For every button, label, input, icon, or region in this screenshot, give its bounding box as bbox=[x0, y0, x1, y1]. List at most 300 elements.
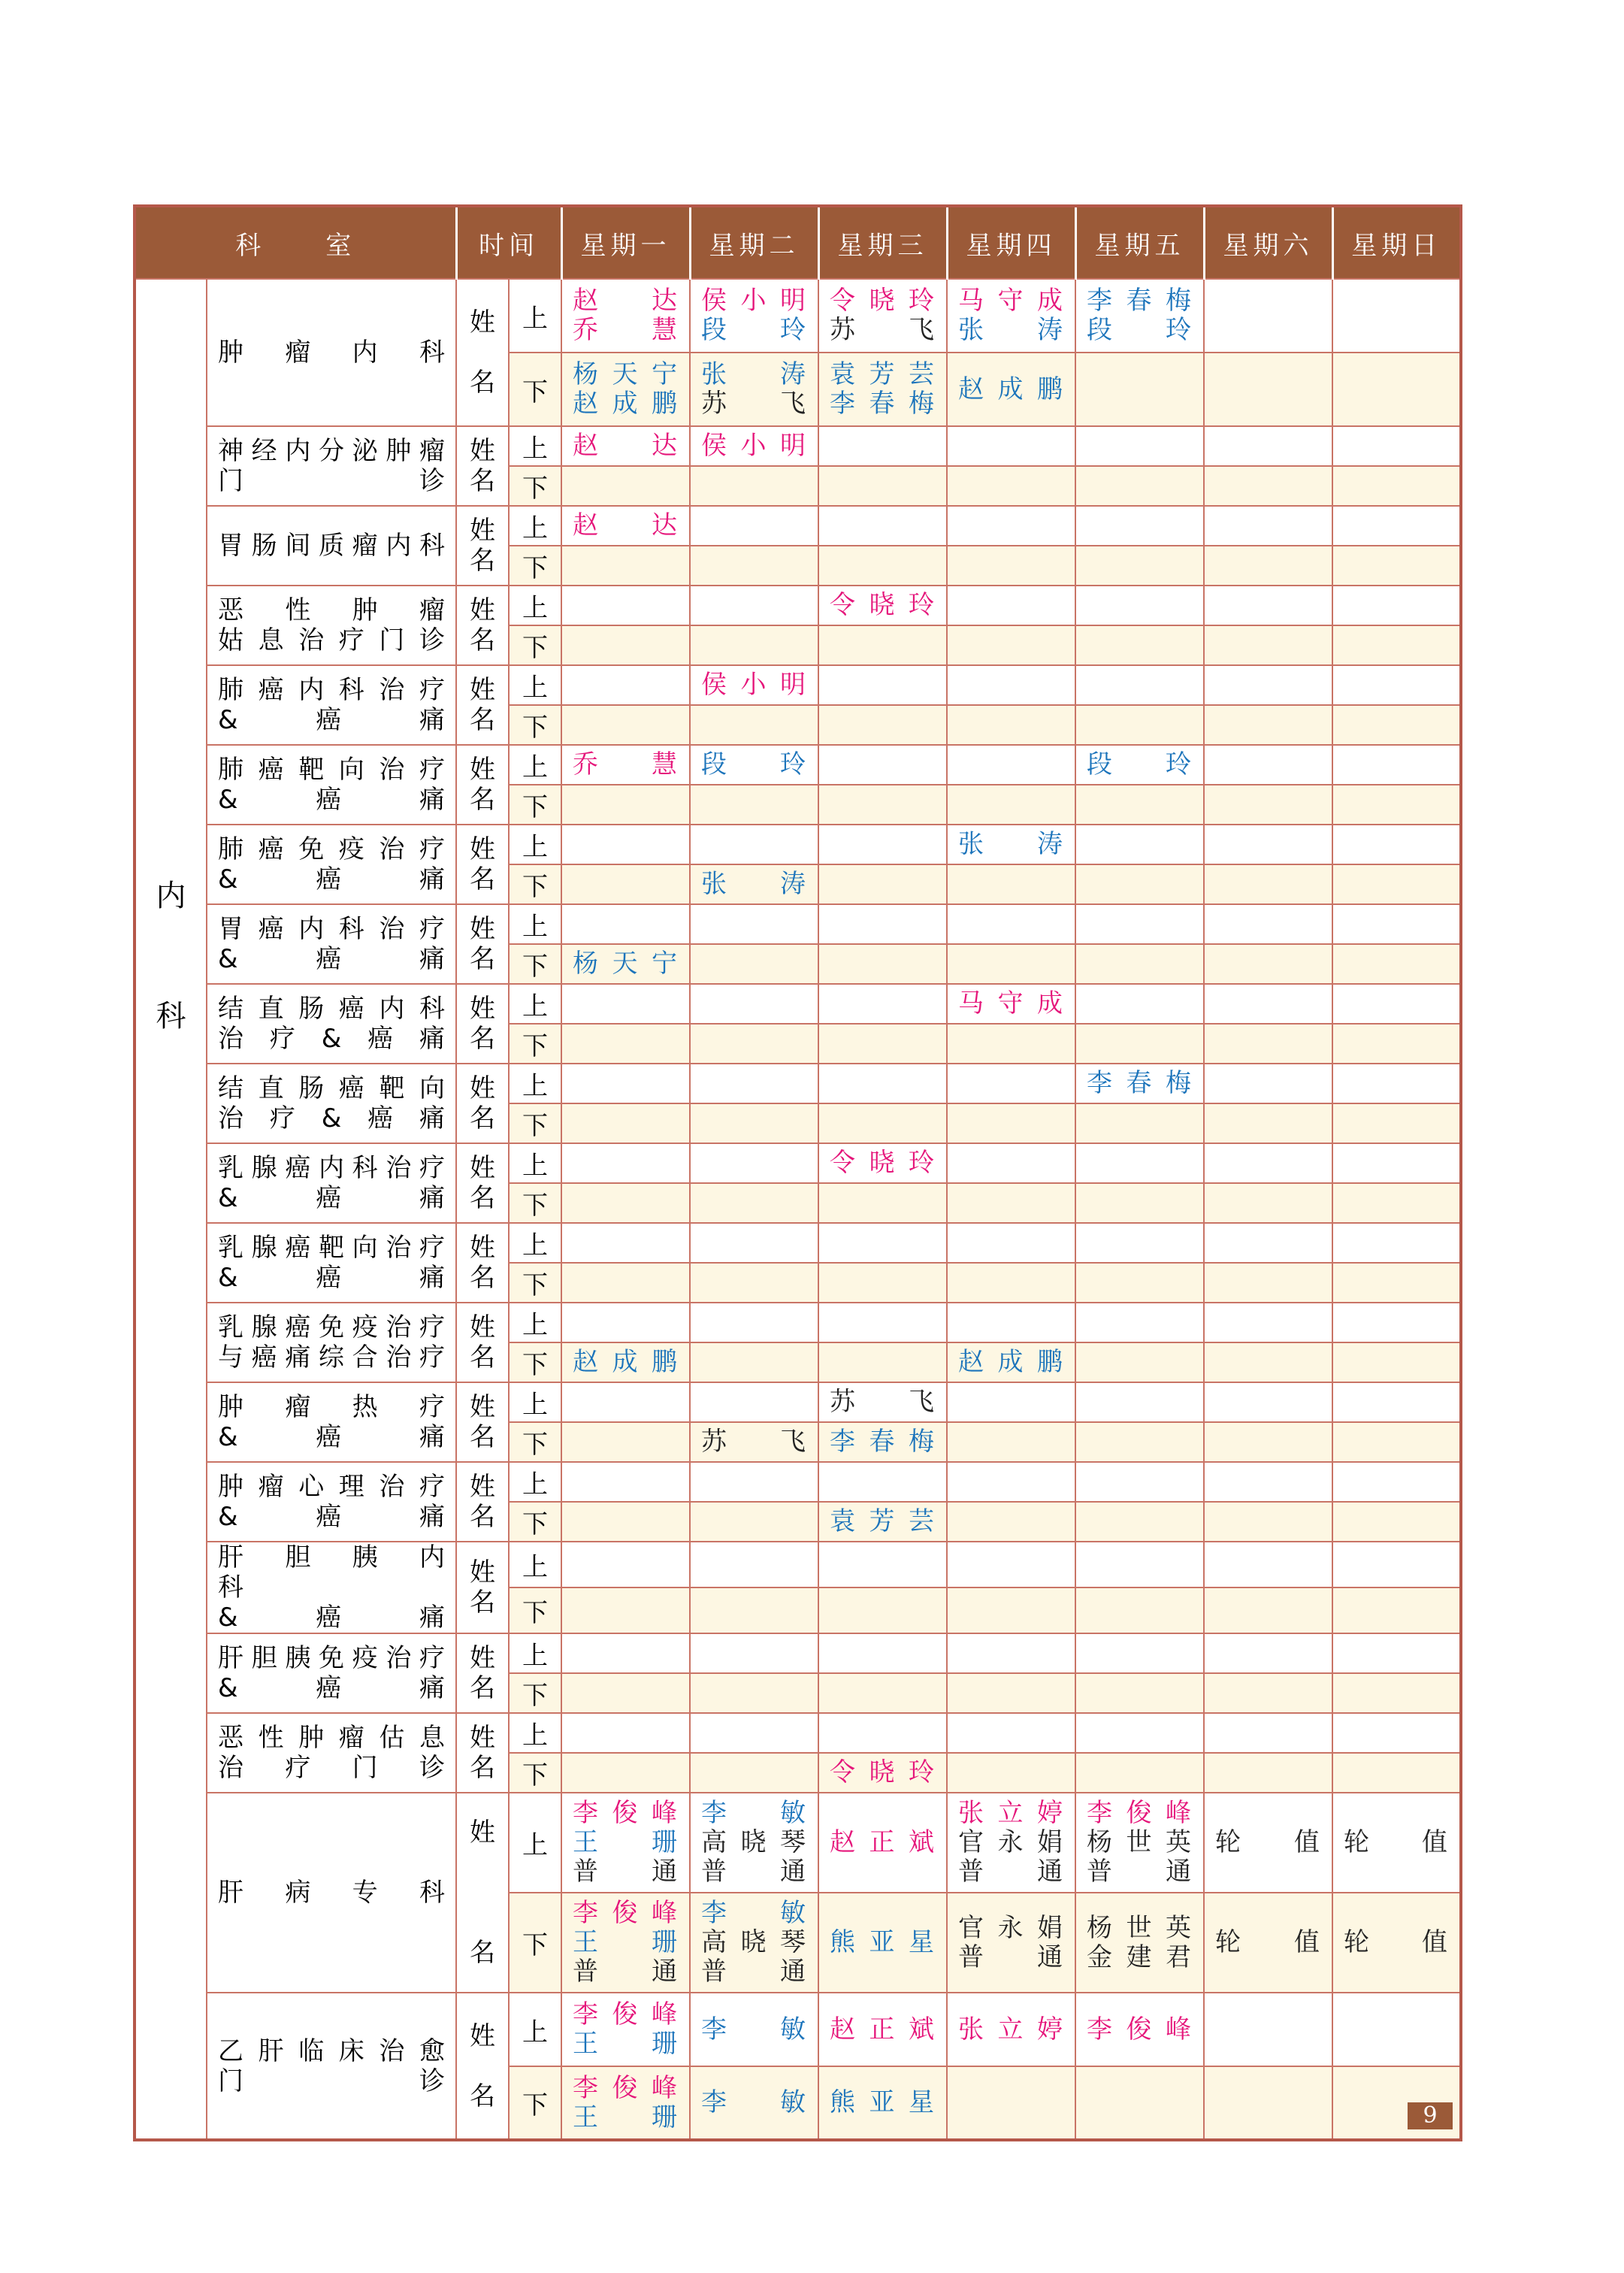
doctor-cell bbox=[818, 426, 947, 466]
doctor-cell bbox=[561, 1673, 690, 1713]
doctor-cell bbox=[947, 1342, 1075, 1382]
dept-name-line: 胃肠间质瘤内科 bbox=[218, 531, 445, 561]
doctor-cell bbox=[947, 1223, 1075, 1263]
schedule-row bbox=[135, 665, 1461, 705]
doctor-cell bbox=[561, 745, 690, 785]
doctor-cell bbox=[1332, 586, 1461, 625]
dept-name-line: 乳腺癌免疫治疗 bbox=[218, 1312, 445, 1342]
dept-name-line: 门 诊 bbox=[218, 466, 445, 496]
am-label: 上 bbox=[509, 586, 561, 625]
doctor-cell bbox=[561, 665, 690, 705]
doctor-cell bbox=[818, 2066, 947, 2140]
doctor-cell bbox=[561, 1223, 690, 1263]
doctor-cell bbox=[818, 1462, 947, 1502]
doctor-cell bbox=[1332, 1143, 1461, 1183]
doctor-cell bbox=[690, 1502, 818, 1542]
am-label: 上 bbox=[509, 1633, 561, 1673]
doctor-cell bbox=[1332, 426, 1461, 466]
am-label: 上 bbox=[509, 825, 561, 864]
doctor-cell bbox=[947, 825, 1075, 864]
doctor-cell bbox=[561, 353, 690, 426]
doctor-cell bbox=[1075, 1713, 1204, 1753]
doctor-cell bbox=[818, 466, 947, 506]
doctor-name: 赵正斌 bbox=[830, 2014, 936, 2044]
main-dept-cell bbox=[135, 279, 207, 2140]
doctor-cell bbox=[947, 1502, 1075, 1542]
doctor-cell bbox=[561, 904, 690, 944]
doctor-cell bbox=[1075, 466, 1204, 506]
name-label-cell bbox=[456, 1713, 509, 1793]
doctor-cell bbox=[1332, 1587, 1461, 1633]
doctor-cell bbox=[947, 984, 1075, 1024]
doctor-cell bbox=[1332, 625, 1461, 665]
doctor-name: 李春梅 bbox=[830, 389, 936, 419]
doctor-cell bbox=[690, 904, 818, 944]
doctor-cell bbox=[1204, 506, 1332, 546]
doctor-name: 李俊峰 bbox=[573, 1999, 679, 2029]
doctor-cell bbox=[1075, 1673, 1204, 1713]
doctor-cell bbox=[818, 1303, 947, 1342]
dept-name-line: 乳腺癌靶向治疗 bbox=[218, 1233, 445, 1263]
doctor-cell bbox=[1075, 1342, 1204, 1382]
doctor-cell bbox=[947, 1263, 1075, 1303]
doctor-cell bbox=[1332, 1633, 1461, 1673]
xing-label: 姓 bbox=[470, 1723, 495, 1753]
doctor-cell bbox=[1332, 785, 1461, 825]
doctor-cell bbox=[561, 1893, 690, 1993]
doctor-name: 令晓玲 bbox=[830, 590, 936, 620]
name-label-cell bbox=[456, 279, 509, 426]
dept-name-line: & 癌 痛 bbox=[218, 944, 445, 974]
doctor-cell bbox=[947, 1183, 1075, 1223]
doctor-cell bbox=[561, 625, 690, 665]
dept-name-cell bbox=[207, 1633, 456, 1713]
doctor-cell bbox=[1075, 1633, 1204, 1673]
doctor-cell bbox=[1075, 2066, 1204, 2140]
ming-label: 名 bbox=[470, 1502, 495, 1532]
doctor-cell bbox=[561, 1103, 690, 1143]
dept-name-line: 肿瘤心理治疗 bbox=[218, 1472, 445, 1502]
doctor-cell bbox=[818, 1223, 947, 1263]
doctor-name: 李俊峰 bbox=[1087, 2014, 1193, 2044]
doctor-cell bbox=[1075, 1753, 1204, 1793]
doctor-cell bbox=[1204, 1143, 1332, 1183]
doctor-cell bbox=[561, 944, 690, 984]
doctor-name: 王 珊 bbox=[573, 2102, 679, 2132]
doctor-cell bbox=[561, 1753, 690, 1793]
doctor-cell bbox=[818, 506, 947, 546]
schedule-row bbox=[135, 426, 1461, 466]
dept-name-cell bbox=[207, 506, 456, 586]
doctor-cell bbox=[947, 705, 1075, 745]
ming-label: 名 bbox=[470, 368, 495, 398]
doctor-name: 普 通 bbox=[958, 1857, 1064, 1887]
doctor-cell bbox=[947, 1382, 1075, 1422]
doctor-cell bbox=[1332, 279, 1461, 353]
doctor-cell bbox=[690, 1183, 818, 1223]
doctor-cell bbox=[1204, 1713, 1332, 1753]
ming-label: 名 bbox=[470, 1422, 495, 1452]
doctor-cell bbox=[690, 1893, 818, 1993]
doctor-cell bbox=[818, 1024, 947, 1064]
doctor-cell bbox=[690, 279, 818, 353]
am-label: 上 bbox=[509, 904, 561, 944]
dept-name-cell bbox=[207, 825, 456, 904]
doctor-cell bbox=[947, 625, 1075, 665]
doctor-name: 轮 值 bbox=[1215, 1827, 1321, 1857]
doctor-cell bbox=[818, 625, 947, 665]
schedule-row bbox=[135, 1993, 1461, 2066]
doctor-cell bbox=[818, 1263, 947, 1303]
doctor-cell bbox=[1075, 1263, 1204, 1303]
doctor-cell bbox=[690, 506, 818, 546]
doctor-cell bbox=[947, 586, 1075, 625]
doctor-cell bbox=[947, 1673, 1075, 1713]
doctor-cell bbox=[690, 1633, 818, 1673]
doctor-cell bbox=[818, 1793, 947, 1893]
name-label-cell bbox=[456, 1462, 509, 1542]
pm-label: 下 bbox=[509, 1587, 561, 1633]
pm-label: 下 bbox=[509, 864, 561, 904]
doctor-name: 赵 达 bbox=[573, 510, 679, 540]
doctor-cell bbox=[1332, 1223, 1461, 1263]
dept-name-cell bbox=[207, 1542, 470, 1633]
doctor-cell bbox=[947, 546, 1075, 586]
doctor-cell bbox=[1075, 1502, 1204, 1542]
doctor-cell bbox=[561, 705, 690, 745]
ming-label: 名 bbox=[470, 944, 495, 974]
dept-name-line: & 癌 痛 bbox=[218, 864, 445, 894]
xing-label: 姓 bbox=[470, 914, 495, 944]
doctor-cell bbox=[947, 1893, 1075, 1993]
doctor-cell bbox=[1075, 625, 1204, 665]
dept-name-line: 治疗&癌痛 bbox=[218, 1024, 445, 1054]
main-dept-char: 内 bbox=[156, 879, 186, 913]
doctor-name: 侯小明 bbox=[701, 670, 807, 700]
doctor-cell bbox=[1075, 1587, 1204, 1633]
doctor-cell bbox=[561, 1993, 690, 2066]
doctor-cell bbox=[1075, 1793, 1204, 1893]
doctor-cell bbox=[818, 944, 947, 984]
doctor-name: 令晓玲 bbox=[830, 1148, 936, 1178]
doctor-cell bbox=[1075, 825, 1204, 864]
doctor-cell bbox=[561, 1024, 690, 1064]
schedule-row bbox=[135, 745, 1461, 785]
ming-label: 名 bbox=[470, 1753, 495, 1783]
doctor-name: 乔 慧 bbox=[573, 315, 679, 345]
doctor-cell bbox=[1075, 353, 1204, 426]
doctor-cell bbox=[818, 864, 947, 904]
am-label: 上 bbox=[509, 1542, 561, 1587]
pm-label: 下 bbox=[509, 1422, 561, 1462]
doctor-cell bbox=[947, 1303, 1075, 1342]
xing-label: 姓 bbox=[470, 1472, 495, 1502]
doctor-name: 马守成 bbox=[958, 286, 1064, 316]
pm-label: 下 bbox=[509, 1024, 561, 1064]
dept-name-line: 肺癌免疫治疗 bbox=[218, 834, 445, 864]
doctor-cell bbox=[690, 466, 818, 506]
doctor-name: 轮 值 bbox=[1344, 1927, 1449, 1957]
schedule-row bbox=[135, 506, 1461, 546]
doctor-cell bbox=[690, 625, 818, 665]
xing-label: 姓 bbox=[470, 1392, 495, 1422]
doctor-cell bbox=[1204, 1064, 1332, 1103]
doctor-cell bbox=[1204, 745, 1332, 785]
doctor-cell bbox=[690, 586, 818, 625]
doctor-cell bbox=[690, 426, 818, 466]
doctor-cell bbox=[1332, 1064, 1461, 1103]
doctor-cell bbox=[1332, 1793, 1461, 1893]
dept-name-line: 肿 瘤 内 科 bbox=[218, 337, 445, 368]
doctor-cell bbox=[947, 1542, 1075, 1587]
doctor-cell bbox=[818, 1342, 947, 1382]
doctor-cell bbox=[1204, 1303, 1332, 1342]
doctor-cell bbox=[1204, 1024, 1332, 1064]
doctor-name: 李 敏 bbox=[701, 1798, 807, 1828]
xing-label: 姓 bbox=[470, 1312, 495, 1342]
doctor-cell bbox=[1204, 1382, 1332, 1422]
doctor-name: 普 通 bbox=[1087, 1857, 1193, 1887]
schedule-row bbox=[135, 1382, 1461, 1422]
ming-label: 名 bbox=[470, 1103, 495, 1133]
schedule-row bbox=[135, 984, 1461, 1024]
doctor-cell bbox=[947, 1753, 1075, 1793]
name-label-cell bbox=[456, 1064, 509, 1143]
doctor-cell bbox=[1204, 1673, 1332, 1713]
doctor-cell bbox=[1204, 426, 1332, 466]
doctor-cell bbox=[1075, 1893, 1204, 1993]
main-dept-char: 科 bbox=[156, 999, 186, 1034]
header-day: 星期一 bbox=[561, 206, 690, 279]
doctor-cell bbox=[561, 825, 690, 864]
doctor-cell bbox=[1075, 1303, 1204, 1342]
am-label: 上 bbox=[509, 665, 561, 705]
doctor-cell bbox=[947, 944, 1075, 984]
doctor-cell bbox=[561, 785, 690, 825]
doctor-cell bbox=[561, 466, 690, 506]
pm-label: 下 bbox=[509, 1342, 561, 1382]
schedule-row bbox=[135, 1064, 1461, 1103]
schedule-row bbox=[135, 825, 1461, 864]
doctor-name: 杨世英 bbox=[1087, 1827, 1193, 1857]
doctor-cell bbox=[1075, 1183, 1204, 1223]
doctor-cell bbox=[1075, 1993, 1204, 2066]
dept-name-line: 肝胆胰免疫治疗 bbox=[218, 1643, 445, 1673]
doctor-cell bbox=[1204, 1993, 1332, 2066]
doctor-cell bbox=[1332, 1673, 1461, 1713]
doctor-cell bbox=[1332, 1103, 1461, 1143]
doctor-name: 张 涛 bbox=[958, 315, 1064, 345]
dept-name-line: & 癌 痛 bbox=[218, 1603, 445, 1633]
dept-name-line: & 癌 痛 bbox=[218, 1263, 445, 1293]
doctor-cell bbox=[1204, 1753, 1332, 1793]
doctor-name: 王 珊 bbox=[573, 2029, 679, 2059]
doctor-cell bbox=[1332, 904, 1461, 944]
ming-label: 名 bbox=[470, 1263, 495, 1293]
doctor-cell bbox=[818, 279, 947, 353]
doctor-name: 轮 值 bbox=[1215, 1927, 1321, 1957]
doctor-cell bbox=[1204, 353, 1332, 426]
name-label-cell bbox=[456, 904, 509, 984]
doctor-name: 赵 达 bbox=[573, 286, 679, 316]
header-row bbox=[135, 206, 1461, 279]
doctor-name: 普 通 bbox=[701, 1857, 807, 1887]
doctor-cell bbox=[947, 506, 1075, 546]
doctor-name: 乔 慧 bbox=[573, 749, 679, 779]
doctor-cell bbox=[818, 1587, 947, 1633]
doctor-cell bbox=[690, 1303, 818, 1342]
doctor-cell bbox=[1075, 426, 1204, 466]
doctor-cell bbox=[690, 1263, 818, 1303]
schedule-row bbox=[135, 1223, 1461, 1263]
am-label: 上 bbox=[509, 426, 561, 466]
doctor-cell bbox=[1075, 705, 1204, 745]
doctor-cell bbox=[1332, 665, 1461, 705]
ming-label: 名 bbox=[470, 705, 495, 735]
dept-name-cell bbox=[207, 1143, 456, 1223]
doctor-cell bbox=[818, 1542, 947, 1587]
dept-name-line: 肺癌内科治疗 bbox=[218, 675, 445, 705]
doctor-cell bbox=[1204, 1103, 1332, 1143]
doctor-cell bbox=[947, 745, 1075, 785]
doctor-cell bbox=[561, 1342, 690, 1382]
doctor-name: 赵成鹏 bbox=[958, 1347, 1064, 1377]
doctor-cell bbox=[690, 1223, 818, 1263]
doctor-cell bbox=[818, 1753, 947, 1793]
doctor-cell bbox=[690, 1382, 818, 1422]
doctor-name: 张 涛 bbox=[701, 359, 807, 389]
doctor-cell bbox=[818, 546, 947, 586]
doctor-cell bbox=[561, 279, 690, 353]
doctor-cell bbox=[1332, 944, 1461, 984]
doctor-name: 苏 飞 bbox=[701, 1427, 807, 1457]
doctor-cell bbox=[1332, 984, 1461, 1024]
doctor-name: 张 涛 bbox=[958, 829, 1064, 859]
doctor-cell bbox=[947, 864, 1075, 904]
doctor-cell bbox=[561, 1183, 690, 1223]
doctor-cell bbox=[1075, 785, 1204, 825]
doctor-cell bbox=[690, 1713, 818, 1753]
pm-label: 下 bbox=[509, 625, 561, 665]
dept-name-line: 结直肠癌内科 bbox=[218, 994, 445, 1024]
doctor-cell bbox=[690, 944, 818, 984]
dept-name-line: & 癌 痛 bbox=[218, 705, 445, 735]
name-label-cell bbox=[456, 1303, 509, 1382]
schedule-row bbox=[135, 1713, 1461, 1753]
doctor-cell bbox=[947, 1103, 1075, 1143]
doctor-name: 李俊峰 bbox=[573, 1898, 679, 1928]
pm-label: 下 bbox=[509, 1673, 561, 1713]
doctor-cell bbox=[1204, 944, 1332, 984]
doctor-cell bbox=[690, 864, 818, 904]
dept-name-line: 姑息治疗门诊 bbox=[218, 625, 445, 655]
ming-label: 名 bbox=[470, 2081, 495, 2111]
xing-label: 姓 bbox=[470, 994, 495, 1024]
doctor-name: 王 珊 bbox=[573, 1927, 679, 1957]
name-label-cell bbox=[456, 1223, 509, 1303]
xing-label: 姓 bbox=[470, 436, 495, 466]
doctor-name: 张立婷 bbox=[958, 2014, 1064, 2044]
doctor-cell bbox=[1332, 546, 1461, 586]
doctor-cell bbox=[690, 1993, 818, 2066]
doctor-cell bbox=[561, 1713, 690, 1753]
doctor-cell bbox=[947, 279, 1075, 353]
doctor-cell bbox=[818, 904, 947, 944]
header-dept: 科 室 bbox=[135, 206, 456, 279]
pm-label: 下 bbox=[509, 1502, 561, 1542]
doctor-cell bbox=[1075, 944, 1204, 984]
dept-name-line: 肝 胆 胰 内 科 bbox=[218, 1542, 470, 1603]
am-label: 上 bbox=[509, 984, 561, 1024]
doctor-cell bbox=[1204, 1893, 1332, 1993]
doctor-cell bbox=[947, 2066, 1075, 2140]
doctor-cell bbox=[690, 984, 818, 1024]
am-label: 上 bbox=[509, 1223, 561, 1263]
doctor-cell bbox=[1075, 1143, 1204, 1183]
doctor-cell bbox=[1075, 1542, 1204, 1587]
pm-label: 下 bbox=[509, 785, 561, 825]
am-label: 上 bbox=[509, 1143, 561, 1183]
doctor-cell bbox=[561, 984, 690, 1024]
doctor-name: 苏 飞 bbox=[830, 1387, 936, 1417]
dept-name-cell bbox=[207, 1064, 456, 1143]
pm-label: 下 bbox=[509, 546, 561, 586]
xing-label: 姓 bbox=[470, 307, 495, 337]
doctor-name: 段 玲 bbox=[1087, 749, 1193, 779]
doctor-cell bbox=[947, 1713, 1075, 1753]
doctor-cell bbox=[1204, 466, 1332, 506]
dept-name-line: 肝 病 专 科 bbox=[218, 1878, 445, 1908]
dept-name-cell bbox=[207, 1993, 456, 2140]
doctor-name: 官永娟 bbox=[958, 1912, 1064, 1943]
doctor-cell bbox=[690, 1064, 818, 1103]
doctor-cell bbox=[1075, 1223, 1204, 1263]
doctor-cell bbox=[1332, 745, 1461, 785]
doctor-name: 杨天宁 bbox=[573, 359, 679, 389]
dept-name-cell bbox=[207, 665, 456, 745]
name-label-cell bbox=[456, 426, 509, 506]
xing-label: 姓 bbox=[470, 1153, 495, 1183]
doctor-cell bbox=[690, 2066, 818, 2140]
name-label-cell bbox=[456, 984, 509, 1064]
name-label-cell bbox=[456, 825, 509, 904]
doctor-cell bbox=[818, 1382, 947, 1422]
schedule-row bbox=[135, 586, 1461, 625]
doctor-name: 赵成鹏 bbox=[573, 389, 679, 419]
doctor-cell bbox=[561, 1542, 690, 1587]
doctor-cell bbox=[690, 705, 818, 745]
dept-name-cell bbox=[207, 1793, 456, 1993]
doctor-cell bbox=[561, 1502, 690, 1542]
doctor-cell bbox=[947, 785, 1075, 825]
xing-label: 姓 bbox=[470, 1233, 495, 1263]
doctor-cell bbox=[1204, 705, 1332, 745]
xing-label: 姓 bbox=[470, 1557, 495, 1587]
name-label-cell bbox=[456, 506, 509, 586]
am-label: 上 bbox=[509, 1462, 561, 1502]
dept-name-cell bbox=[207, 1462, 456, 1542]
doctor-cell bbox=[561, 506, 690, 546]
ming-label: 名 bbox=[470, 1673, 495, 1703]
doctor-cell bbox=[1075, 1024, 1204, 1064]
dept-name-line: 门 诊 bbox=[218, 2066, 445, 2096]
dept-name-cell bbox=[207, 984, 456, 1064]
pm-label: 下 bbox=[509, 944, 561, 984]
doctor-cell bbox=[947, 353, 1075, 426]
header-day: 星期六 bbox=[1204, 206, 1332, 279]
doctor-cell bbox=[947, 1993, 1075, 2066]
name-label-cell bbox=[456, 1382, 509, 1462]
